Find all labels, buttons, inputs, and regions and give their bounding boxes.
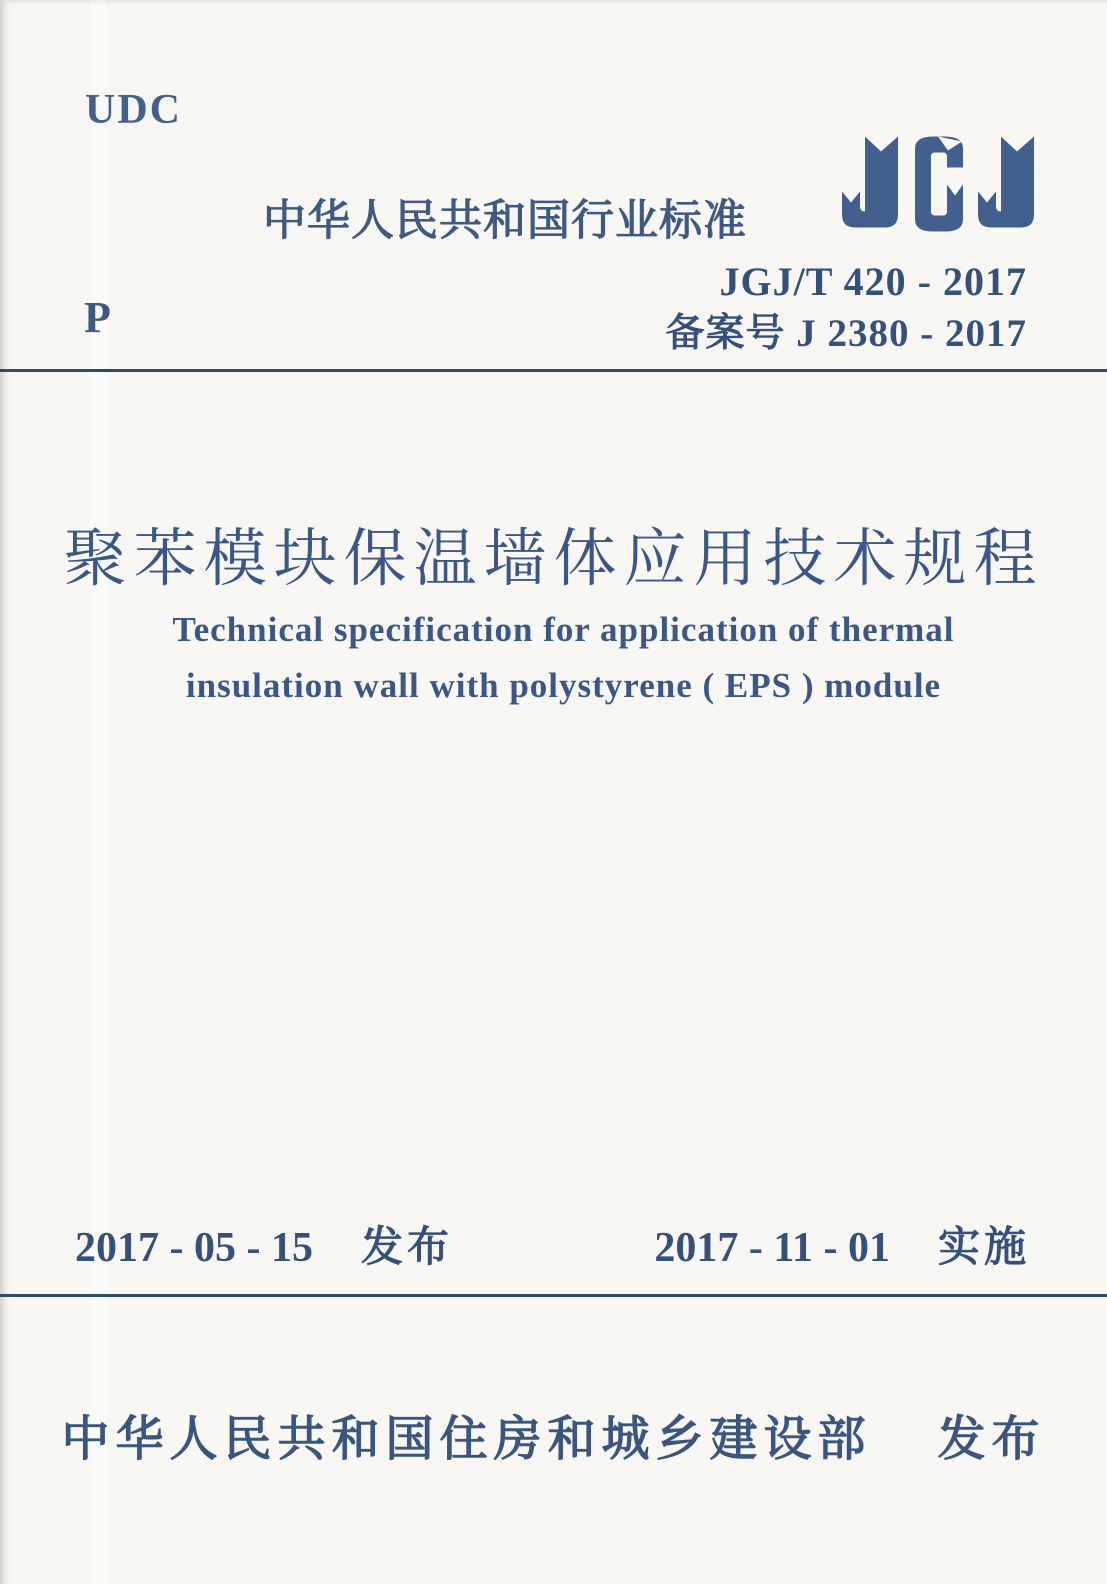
- jgj-logo: [840, 134, 1034, 232]
- publish-label: 发布: [937, 1413, 1046, 1466]
- title-english-line1: Technical specification for application of thermal: [172, 610, 955, 649]
- scan-edge-shadow-top: [0, 0, 1107, 5]
- classification-code: P: [84, 293, 111, 342]
- standard-number: JGJ/T 420 - 2017: [719, 259, 1027, 304]
- divider-bottom: [0, 1294, 1107, 1297]
- scan-crease: [90, 0, 106, 1584]
- divider-top: [0, 369, 1107, 372]
- issue-date-group: [75, 1214, 453, 1274]
- jgj-logo-letter-j-left: [842, 137, 898, 228]
- scan-edge-shadow: [0, 0, 10, 1584]
- title-english-line2: insulation wall with polystyrene ( EPS ) module: [185, 666, 942, 705]
- title-chinese: 聚苯模块保温墙体应用技术规程: [63, 524, 1044, 594]
- publisher-row: [0, 1400, 1107, 1469]
- publisher-name: 中华人民共和国住房和城乡建设部: [61, 1413, 872, 1466]
- issue-date: 2017 - 05 - 15: [75, 1225, 313, 1271]
- udc-code: UDC: [85, 87, 182, 133]
- implement-date: 2017 - 11 - 01: [654, 1225, 890, 1271]
- dates-row: [75, 1214, 1030, 1274]
- implement-label: 实施: [937, 1223, 1030, 1270]
- record-number: 备案号 J 2380 - 2017: [665, 312, 1027, 355]
- issue-label: 发布: [360, 1223, 453, 1270]
- jgj-logo-letter-g: [915, 137, 963, 232]
- standard-type-heading: 中华人民共和国行业标准: [263, 197, 747, 245]
- implement-date-group: [654, 1214, 1030, 1274]
- jgj-logo-letter-j-right: [978, 137, 1034, 228]
